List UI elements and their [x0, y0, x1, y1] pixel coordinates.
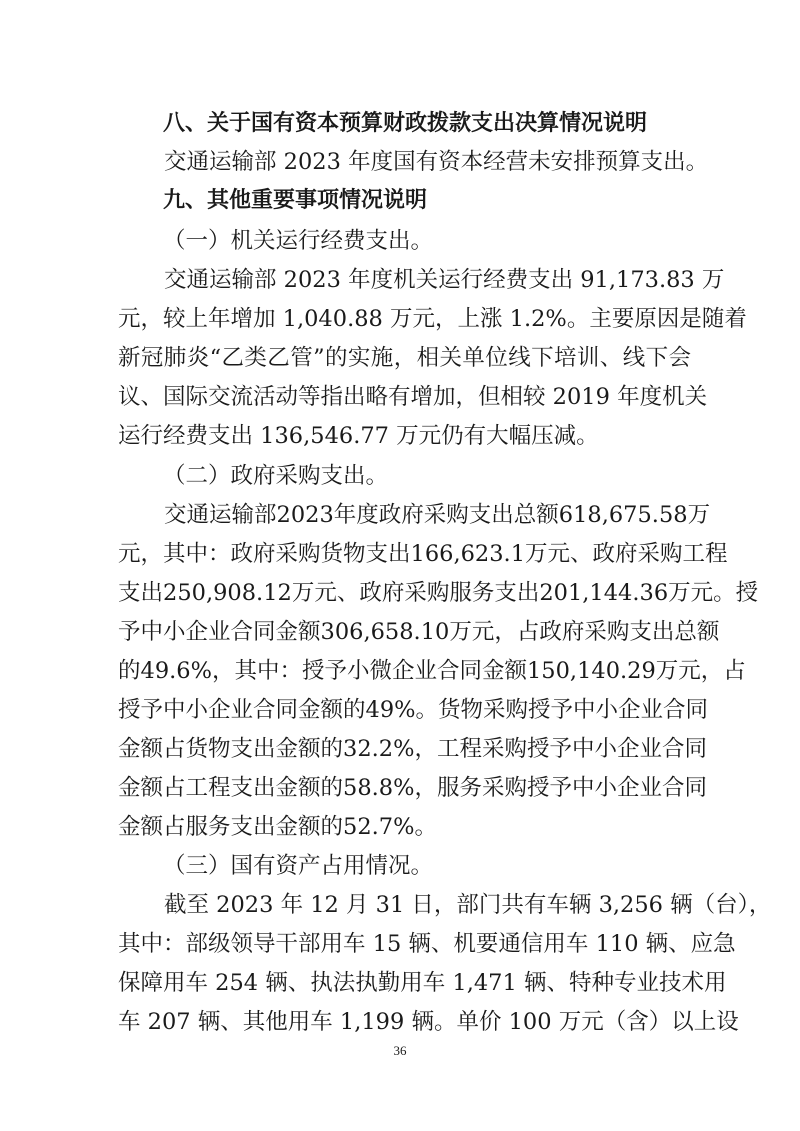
paragraph-line-text: 元，其中：政府采购货物支出166,623.1万元、政府采购工程 — [118, 541, 728, 567]
subsection-title-text: （一）机关运行经费支出。 — [163, 228, 434, 254]
section-9-heading-text: 九、其他重要事项情况说明 — [163, 188, 428, 213]
paragraph-line-text: 授予中小企业合同金额的49%。货物采购授予中小企业合同 — [118, 697, 709, 723]
paragraph-line-text: 车 207 辆、其他用车 1,199 辆。单价 100 万元（含）以上设 — [118, 1009, 739, 1035]
paragraph-line-text: 予中小企业合同金额306,658.10万元，占政府采购支出总额 — [118, 619, 720, 645]
page-number: 36 — [393, 1043, 407, 1058]
paragraph-line-text: 交通运输部 2023 年度机关运行经费支出 91,173.83 万 — [164, 267, 725, 293]
paragraph-line-text: 其中：部级领导干部用车 15 辆、机要通信用车 110 辆、应急 — [118, 931, 736, 957]
paragraph-line-text: 运行经费支出 136,546.77 万元仍有大幅压减。 — [118, 423, 599, 449]
paragraph-line-text: 的49.6%，其中：授予小微企业合同金额150,140.29万元，占 — [118, 658, 746, 684]
paragraph-line-text: 保障用车 254 辆、执法执勤用车 1,471 辆、特种专业技术用 — [118, 970, 727, 996]
paragraph-line-text: 议、国际交流活动等指出略有增加，但相较 2019 年度机关 — [118, 384, 708, 410]
paragraph-line-text: 截至 2023 年 12 月 31 日，部门共有车辆 3,256 辆（台）， — [164, 892, 772, 918]
paragraph-line-text: 新冠肺炎“乙类乙管”的实施，相关单位线下培训、线下会 — [118, 345, 691, 371]
paragraph-line-text: 金额占工程支出金额的58.8%，服务采购授予中小企业合同 — [118, 775, 707, 801]
paragraph-line-text: 金额占货物支出金额的32.2%，工程采购授予中小企业合同 — [118, 736, 707, 762]
paragraph-line: 交通运输部 2023 年度国有资本经营未安排预算支出。 — [164, 149, 709, 175]
paragraph-line-text: 元，较上年增加 1,040.88 万元，上涨 1.2%。主要原因是随着 — [118, 306, 747, 332]
paragraph-line-text: 金额占服务支出金额的52.7%。 — [118, 814, 437, 840]
section-8-heading-text: 八、关于国有资本预算财政拨款支出决算情况说明 — [163, 111, 648, 136]
paragraph-line-text: 支出250,908.12万元、政府采购服务支出201,144.36万元。授 — [118, 580, 759, 606]
paragraph-line-text: 交通运输部2023年度政府采购支出总额618,675.58万 — [164, 502, 711, 528]
subsection-title-text: （二）政府采购支出。 — [163, 463, 389, 489]
subsection-title-text: （三）国有资产占用情况。 — [163, 853, 434, 879]
